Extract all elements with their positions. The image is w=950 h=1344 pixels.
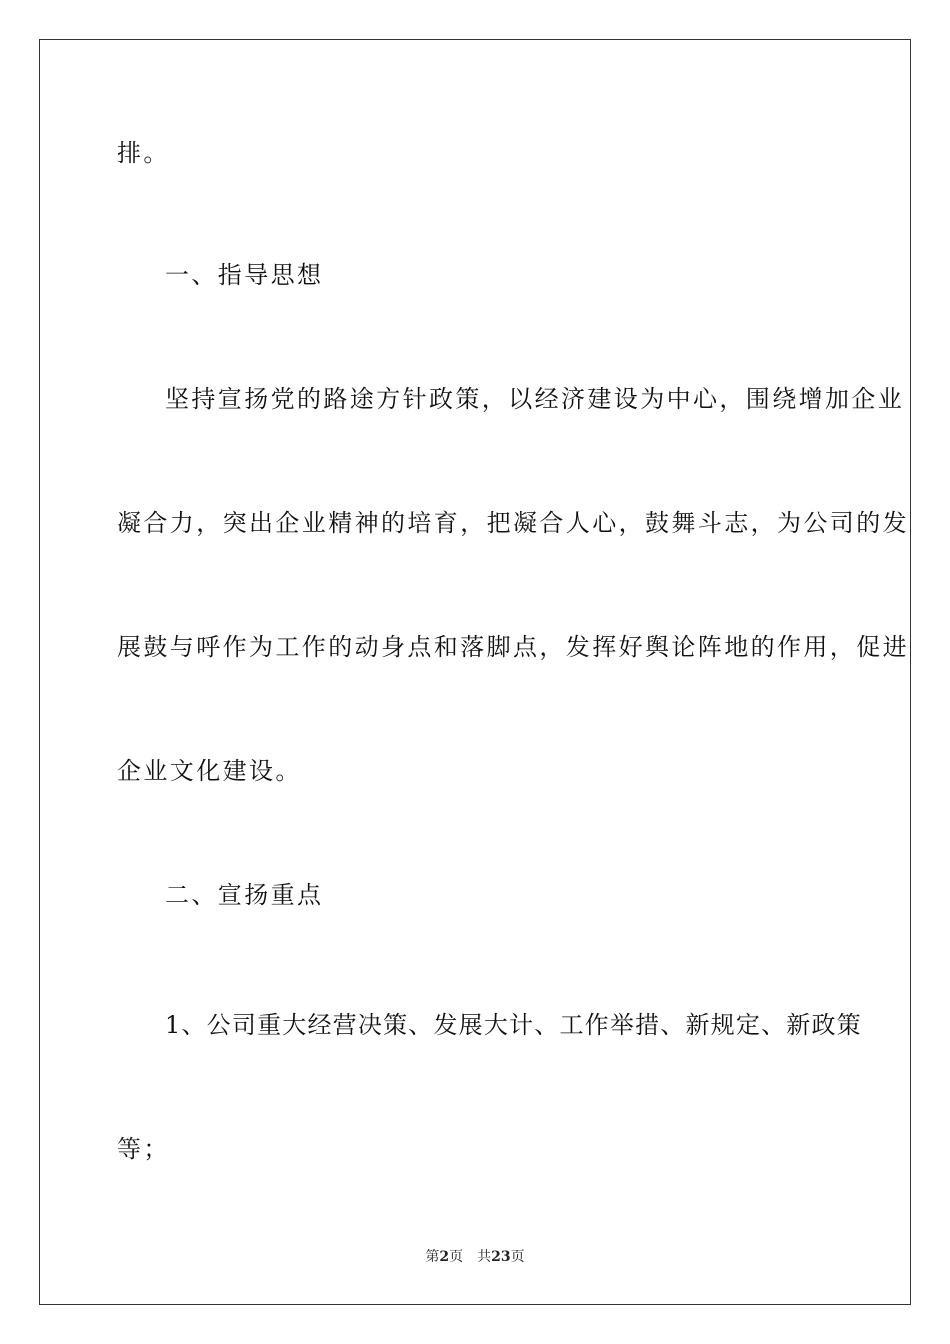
current-page-number: 2 [439,1249,450,1265]
total-prefix: 共 [477,1249,492,1265]
page-footer [0,1248,950,1266]
paragraph-line: 坚持宣扬党的路途方针政策，以经济建设为中心，围绕增加企业 [165,385,905,413]
paragraph-line: 展鼓与呼作为工作的动身点和落脚点，发挥好舆论阵地的作用，促进 [117,633,909,661]
list-item-line: 等； [117,1135,170,1163]
page-prefix: 第 [425,1249,440,1265]
section-heading-guiding-thought: 一、指导思想 [165,261,324,289]
section-heading-publicity-focus: 二、宣扬重点 [165,881,324,909]
list-item-line: 1、公司重大经营决策、发展大计、工作举措、新规定、新政策 [165,1011,862,1039]
total-page-count: 23 [491,1249,511,1265]
paragraph-line: 企业文化建设。 [117,757,302,785]
page-border [39,39,911,1305]
total-suffix: 页 [510,1249,525,1265]
paragraph-line: 凝合力，突出企业精神的培育，把凝合人心，鼓舞斗志，为公司的发 [117,509,909,537]
page-suffix: 页 [449,1249,464,1265]
paragraph-line: 排。 [117,139,170,167]
